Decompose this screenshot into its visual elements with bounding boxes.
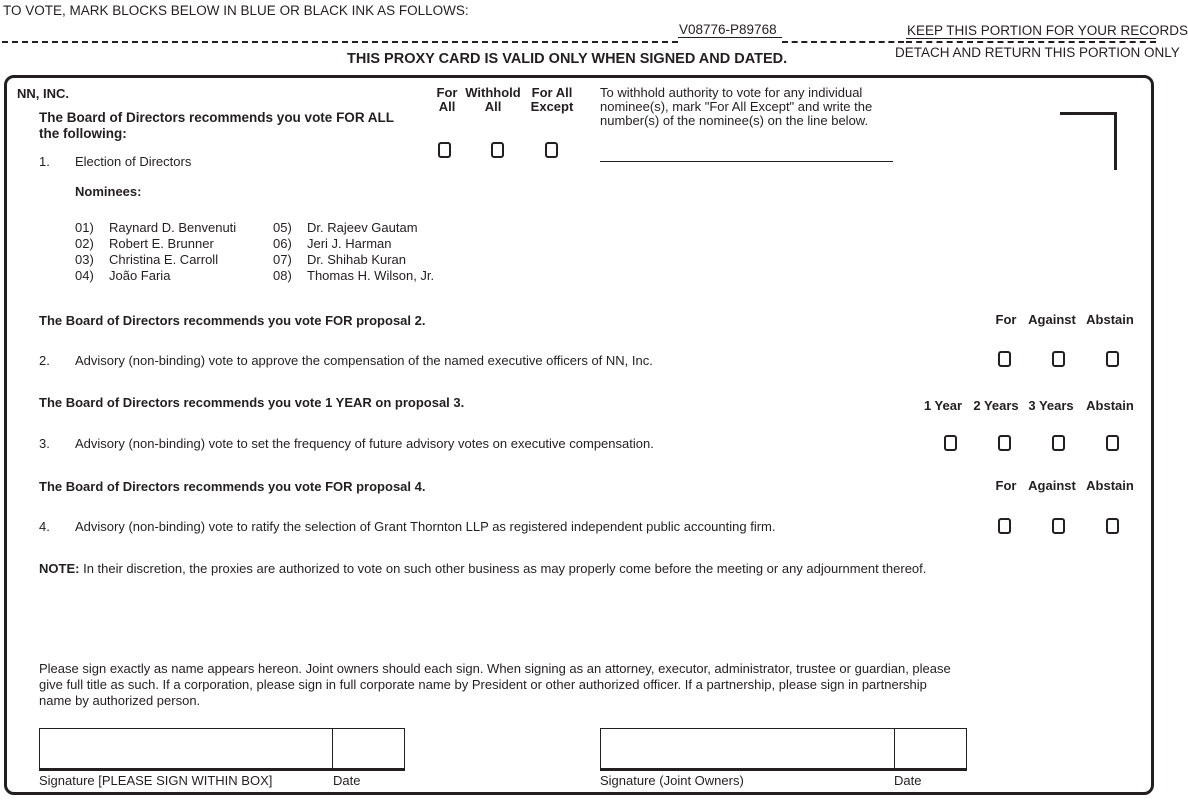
directors-recommendation: The Board of Directors recommends you vote FOR ALL bbox=[39, 110, 395, 125]
proposal-4-checkbox-abstain[interactable] bbox=[1106, 518, 1119, 534]
checkbox-for-all[interactable] bbox=[438, 142, 451, 158]
column-for-all-line1: For bbox=[436, 85, 458, 100]
proposal-2-recommendation: The Board of Directors recommends you vote FOR proposal 2. bbox=[39, 313, 426, 328]
nominees-heading: Nominees: bbox=[75, 184, 142, 199]
signature-label: Signature [PLEASE SIGN WITHIN BOX] bbox=[39, 773, 273, 788]
item-1-number: 1. bbox=[39, 154, 50, 169]
column-withhold-line1: Withhold bbox=[465, 85, 521, 100]
validity-notice: THIS PROXY CARD IS VALID ONLY WHEN SIGNED AND DATED. bbox=[347, 51, 788, 67]
company-name: NN, INC. bbox=[17, 86, 69, 101]
joint-signature-date-box[interactable] bbox=[894, 728, 967, 771]
joint-signature-box[interactable] bbox=[600, 728, 895, 771]
column-for-all-line2: All bbox=[438, 99, 456, 114]
proposal-2-number: 2. bbox=[39, 353, 50, 368]
proposal-4-option-label: Against bbox=[1028, 478, 1076, 493]
except-nominee-write-in-line[interactable] bbox=[600, 161, 893, 162]
proposal-4-recommendation: The Board of Directors recommends you vote FOR proposal 4. bbox=[39, 479, 426, 494]
proposal-3-option-label: 1 Year bbox=[923, 398, 963, 413]
detach-line-left bbox=[2, 41, 678, 43]
proposal-4-checkbox-against[interactable] bbox=[1052, 518, 1065, 534]
note-label: NOTE: bbox=[39, 561, 80, 576]
nominee-name: Robert E. Brunner bbox=[109, 236, 214, 251]
signing-instructions bbox=[39, 661, 951, 709]
column-for-all-except bbox=[525, 86, 579, 114]
nominee-number: 08) bbox=[273, 268, 292, 283]
joint-signature-label: Signature (Joint Owners) bbox=[600, 773, 744, 788]
nominee-name: Raynard D. Benvenuti bbox=[109, 220, 237, 235]
nominee-name: Jeri J. Harman bbox=[307, 236, 392, 251]
note-text: In their discretion, the proxies are authorized to vote on such other business as may properly come before the meeting or any adjournment thereof. bbox=[83, 561, 927, 576]
joint-signature-date-label: Date bbox=[894, 773, 922, 788]
keep-portion-label: KEEP THIS PORTION FOR YOUR RECORDS bbox=[907, 23, 1188, 38]
proposal-2-checkbox-against[interactable] bbox=[1052, 351, 1065, 367]
checkbox-for-all-except[interactable] bbox=[545, 142, 558, 158]
detach-line-mid bbox=[782, 41, 904, 43]
checkbox-withhold-all[interactable] bbox=[491, 142, 504, 158]
nominee-name: Dr. Shihab Kuran bbox=[307, 252, 407, 267]
control-number: V08776-P89768 bbox=[679, 22, 777, 37]
proposal-3-text: Advisory (non-binding) vote to set the frequency of future advisory votes on executive compensation. bbox=[75, 436, 654, 451]
signature-date-label: Date bbox=[333, 773, 361, 788]
directors-recommendation-cont: the following: bbox=[39, 126, 127, 141]
control-number-underline bbox=[678, 37, 782, 38]
item-1-label: Election of Directors bbox=[75, 154, 192, 169]
voting-instruction: TO VOTE, MARK BLOCKS BELOW IN BLUE OR BLACK INK AS FOLLOWS: bbox=[3, 3, 469, 18]
nominee-number: 02) bbox=[75, 236, 94, 251]
proposal-3-number: 3. bbox=[39, 436, 50, 451]
corner-registration-mark bbox=[1060, 112, 1117, 170]
proposal-2-text: Advisory (non-binding) vote to approve the compensation of the named executive officers of NN, Inc. bbox=[75, 353, 653, 368]
proposal-2-checkbox-abstain[interactable] bbox=[1106, 351, 1119, 367]
nominee-number: 07) bbox=[273, 252, 292, 267]
proposal-2-option-label: Against bbox=[1028, 312, 1076, 327]
proposal-4-number: 4. bbox=[39, 519, 50, 534]
proposal-3-checkbox-1-year[interactable] bbox=[944, 435, 957, 451]
detach-portion-label: DETACH AND RETURN THIS PORTION ONLY bbox=[895, 45, 1180, 60]
nominee-number: 03) bbox=[75, 252, 94, 267]
signing-instructions-line1: Please sign exactly as name appears hereon. Joint owners should each sign. When signing as an attorney, executor, administrator, trustee or guardian, please bbox=[39, 661, 951, 676]
nominee-name: João Faria bbox=[109, 268, 171, 283]
nominee-name: Thomas H. Wilson, Jr. bbox=[307, 268, 435, 283]
withhold-instructions-line1: To withhold authority to vote for any individual bbox=[600, 85, 863, 100]
signature-date-box[interactable] bbox=[332, 728, 405, 771]
proposal-2-option-label: For bbox=[995, 312, 1017, 327]
withhold-instructions-line3: number(s) of the nominee(s) on the line below. bbox=[600, 113, 869, 128]
proposal-3-option-label: Abstain bbox=[1086, 398, 1134, 413]
nominee-number: 06) bbox=[273, 236, 292, 251]
proposal-2-option-label: Abstain bbox=[1086, 312, 1134, 327]
withhold-instructions bbox=[600, 86, 872, 128]
signing-instructions-line3: name by authorized person. bbox=[39, 693, 201, 708]
column-except-line1: For All bbox=[531, 85, 573, 100]
column-withhold-line2: All bbox=[484, 99, 502, 114]
note bbox=[39, 561, 926, 576]
proposal-3-checkbox-abstain[interactable] bbox=[1106, 435, 1119, 451]
proposal-4-option-label: For bbox=[995, 478, 1017, 493]
keep-portion-underline bbox=[906, 38, 1156, 39]
proposal-3-checkbox-3-years[interactable] bbox=[1052, 435, 1065, 451]
nominee-name: Christina E. Carroll bbox=[109, 252, 219, 267]
nominee-number: 04) bbox=[75, 268, 94, 283]
detach-line-right bbox=[906, 41, 1156, 43]
nominee-number: 01) bbox=[75, 220, 94, 235]
proposal-4-option-label: Abstain bbox=[1086, 478, 1134, 493]
proposal-3-option-label: 3 Years bbox=[1028, 398, 1074, 413]
nominee-number: 05) bbox=[273, 220, 292, 235]
proposal-3-option-label: 2 Years bbox=[973, 398, 1019, 413]
proposal-3-checkbox-2-years[interactable] bbox=[998, 435, 1011, 451]
withhold-instructions-line2: nominee(s), mark "For All Except" and write the bbox=[600, 99, 873, 114]
column-withhold-all bbox=[461, 86, 525, 114]
proposal-4-checkbox-for[interactable] bbox=[998, 518, 1011, 534]
proposal-4-text: Advisory (non-binding) vote to ratify the selection of Grant Thornton LLP as registered independent public accounting firm. bbox=[75, 519, 776, 534]
signing-instructions-line2: give full title as such. If a corporation, please sign in full corporate name by President or other authorized officer. If a partnership, please sign in partnership bbox=[39, 677, 927, 692]
signature-box[interactable] bbox=[39, 728, 333, 771]
proposal-3-recommendation: The Board of Directors recommends you vote 1 YEAR on proposal 3. bbox=[39, 395, 465, 410]
column-except-line2: Except bbox=[530, 99, 574, 114]
nominee-name: Dr. Rajeev Gautam bbox=[307, 220, 418, 235]
proposal-2-checkbox-for[interactable] bbox=[998, 351, 1011, 367]
